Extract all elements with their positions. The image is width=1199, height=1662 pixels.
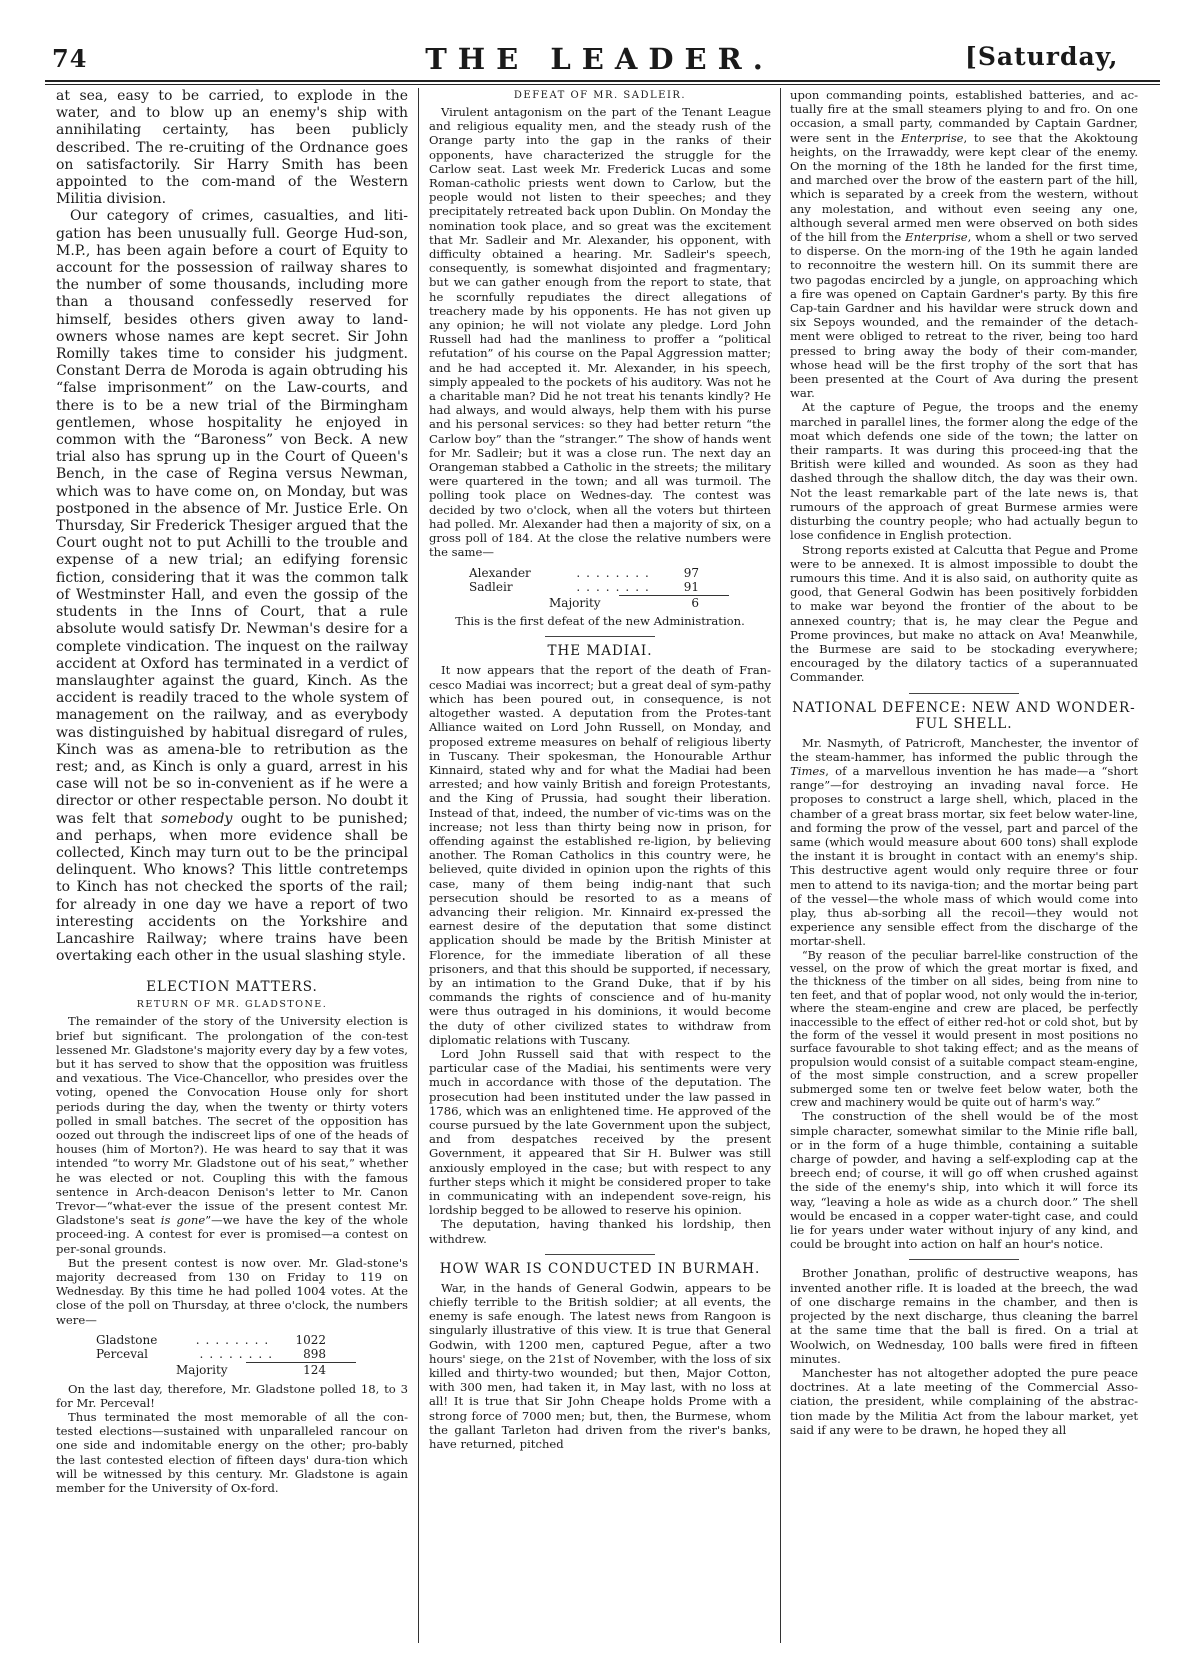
section-separator bbox=[909, 693, 1019, 694]
paragraph: Brother Jonathan, prolific of destructive weapons, has invented another rifle. It is loaded at the breech, the wad of one discharge remains in the chamber, and then is projected by the next discharge, thus cleaning the barrel at the same time that the ball is fired. On a trial at Woolwich, on Wednesday, 100 balls were fired in fifteen minutes. bbox=[790, 1266, 1138, 1366]
section-heading-madiai: THE MADIAI. bbox=[547, 643, 653, 660]
paragraph: Strong reports existed at Calcutta that Pegue and Prome were to be annexed. It is almost impossible to doubt the rumours this time. And it is also said, on authority quite as good, that General Godwin has been positively forbidden to make war beyond the frontier of the about to be annexed country; that is, he may clear the Pegue and Prome provinces, but make no attack on Ava! Meanwhile, the Burmese are said to be stockading everywhere; encouraged by the dilatory tactics of a superannuated Commander. bbox=[790, 542, 1138, 685]
paragraph: On the last day, therefore, Mr. Gladstone polled 18, to 3 for Mr. Perceval! bbox=[56, 1381, 408, 1410]
paragraph: Manchester has not altogether adopted the pure peace doctrines. At a late meeting of the Commercial Asso-ciation, the president, while complaining of the abstrac-tion made by the Militia Act from the labour market, yet said if any were to be drawn, he hoped they all bbox=[790, 1365, 1138, 1437]
carlow-poll-table bbox=[469, 566, 771, 611]
quoted-passage: “By reason of the peculiar barrel-like construction of the vessel, on the prow of which the great mortar is fixed, and the thickness of the timber on all sides, being from nine to ten feet, and that of poplar wood, not only would the in-terior, where the steam-engine and crew are placed, be perfectly inaccessible to the effect of either red-hot or cold shot, but by the form of the vessel it would present in most positions no surface favourable to shot taking effect; and as the means of propulsion would consist of a suitable compact steam-engine, of the most simple construction, and a screw propeller submerged some ten or twelve feet below water, both the crew and machinery would be quite out of harm's way.” bbox=[790, 948, 1138, 1110]
paragraph: Our category of crimes, casualties, and liti-gation has been unusually full. George Hud-son, M.P., has been again before a court of Equity to account for the possession of railway shares to the number of some thousands, including more than a thousand confessedly reserved for himself, besides others given away to land-owners whose names are kept secret. Sir John Romilly takes time to consider his judgment. Constant Derra de Moroda is again obtruding his “false imprisonment” on the Law-courts, and there is to be a new trial of the Birmingham gentlemen, whose hospitality he enjoyed in common with the “Baroness” von Beck. A new trial also has sprung up in the Court of Queen's Bench, in the case of Regina versus Newman, which was to have come on, on Monday, but was postponed in the absence of Mr. Justice Erle. On Thursday, Sir Frederick Thesiger argued that the Court ought not to put Achilli to the trouble and expense of a new trial; an edifying forensic fiction, considering that it was the common talk of Westminster Hall, and even the gossip of the students in the Inns of Court, that a rule absolute would satisfy Dr. Newman's desire for a complete vindication. The inquest on the railway accident at Oxford has terminated in a verdict of manslaughter against the guard, Kinch. As the accident is readily traced to the whole system of management on the railway, and as everybody was distinguished by habitual disregard of rules, Kinch was as amena-ble to retribution as the rest; and, as Kinch is only a guard, arrest in his case will not be so in-convenient as if he were a director or other respectable person. No doubt it was felt that somebody ought to be punished; and perhaps, when more evidence shall be collected, Kinch may turn out to be the principal delinquent. Who knows? This little contretemps to Kinch has not checked the sports of the rail; for already in one day we have a report of two interesting accidents on the Yorkshire and Lancashire Railway; where trains have been overtaking each other in the usual slashing style. bbox=[56, 208, 409, 965]
column-3 bbox=[790, 88, 1138, 1437]
paragraph: This is the first defeat of the new Administration. bbox=[455, 614, 745, 629]
section-separator bbox=[545, 636, 655, 637]
page-number: 74 bbox=[52, 44, 88, 73]
poll-row: Sadleir ........ 91 bbox=[469, 580, 699, 595]
section-separator bbox=[909, 1259, 1019, 1260]
paragraph: Lord John Russell said that with respect to the particular case of the Madiai, his sentiments were very much in accordance with those of the deputation. The prosecution had been instituted under the law passed in 1786, which was an enlightened time. He approved of the course pursued by the late Government upon the subject, and from despatches received by the present Government, it appeared that Sir H. Bulwer was still anxiously employed in the case; but with respect to any further steps which it might be considered proper to take in communicating with an independent sove-reign, his lordship begged to be allowed to reserve his opinion. bbox=[429, 1046, 771, 1218]
shell-article bbox=[790, 736, 1138, 1252]
section-heading-burmah: HOW WAR IS CONDUCTED IN BURMAH. bbox=[439, 1260, 761, 1277]
paragraph: at sea, easy to be carried, to explode in the water, and to blow up an enemy's ship with annihilating certainty, has been publicly described. The re-cruiting of the Ordnance goes on satisfactorily. Sir Harry Smith has been appointed to the com-mand of the Western Militia division. bbox=[56, 88, 408, 208]
header-rule-thin bbox=[45, 84, 1160, 85]
burmah-article-continued bbox=[790, 88, 1138, 685]
election-article bbox=[56, 1014, 408, 1495]
paragraph: Thus terminated the most memorable of all the con-tested elections—sustained with unparalleled rancour on one side and indomitable energy on the other; pro-bably the last contested election of fifteen days' dura-tion which will be witnessed by this century. Mr. Gladstone is again member for the University of Ox-ford. bbox=[56, 1410, 408, 1496]
paragraph: At the capture of Pegue, the troops and the enemy marched in parallel lines, the former along the edge of the moat which defends one side of the town; the latter on their ramparts. It was during this proceed-ing that the British were killed and wounded. As soon as they had dashed through the shallow ditch, the day was their own. Not the least remarkable part of the late news is, that rumours of the approach of great Burmese armies were disturbing the country people; who had actually begun to lose confidence in English protection. bbox=[790, 400, 1138, 543]
paragraph: The deputation, having thanked his lordship, then withdrew. bbox=[429, 1217, 771, 1246]
section-separator bbox=[545, 1254, 655, 1255]
section-heading-election: ELECTION MATTERS. bbox=[146, 979, 318, 996]
masthead-title: THE LEADER. bbox=[425, 42, 774, 76]
paragraph: It now appears that the report of the death of Fran-cesco Madiai was incorrect; but a great deal of sym-pathy which has been poured out, in consequence, is not altogether wasted. A deputation from the Protes-tant Alliance waited on Lord John Russell, on Monday, and proposed extreme measures on behalf of religious liberty in Tuscany. Their spokesman, the Honourable Arthur Kinnaird, stated why and for what the Madiai had been arrested; and how vainly British and foreign Protestants, and the King of Prussia, had sought their liberation. Instead of that, indeed, the number of vic-tims was on the increase; not less than thirty being now in prison, for offending against the established re-ligion, by believing another. The Roman Catholics in this country were, he believed, quite divided in opinion upon the rights of this case, many of them being indig-nant that such persecution should be resorted to as a means of advancing their religion. Mr. Kinnaird ex-pressed the earnest desire of the deputation that some distinct application should be made by the British Minister at Florence, for the immediate liberation of all these prisoners, and that this should be supported, if necessary, by an intimation to the Grand Duke, that if by his commands the rights of conscience and of hu-manity were thus outraged in his dominions, it would become the duty of other civilized states to withdraw from diplomatic relations with Tuscany. bbox=[429, 663, 771, 1047]
paragraph: But the present contest is now over. Mr. Glad-stone's majority decreased from 130 on Friday to 119 on Wednesday. By this time he had polled 1004 votes. At the close of the poll on Thursday, at three o'clock, the numbers were— bbox=[56, 1255, 408, 1327]
poll-row: Gladstone ........ 1022 bbox=[96, 1332, 327, 1347]
burmah-article bbox=[429, 1281, 771, 1451]
column-2 bbox=[429, 88, 771, 1451]
madiai-article bbox=[429, 663, 771, 1245]
section-heading-sadleir: DEFEAT OF MR. SADLEIR. bbox=[513, 90, 687, 101]
poll-majority-row: Majority 6 bbox=[549, 595, 699, 610]
paragraph: The construction of the shell would be of the most simple character, somewhat similar to the Minie rifle ball, or in the form of a huge thimble, containing a suitable charge of powder, and having a self-exploding cap at the breech end; of course, it will go off when crushed against the side of the enemy's ship, into which it will force its way, “leaving a hole as wide as a church door.” The shell would be encased in a copper water-tight case, and could lie for years under water without injury of any kind, and could be brought into action on half an hour's notice. bbox=[790, 1109, 1138, 1252]
paragraph: War, in the hands of General Godwin, appears to be chiefly terrible to the British soldier; at all events, the enemy is safe enough. The latest news from Rangoon is singularly illustrative of this view. It is true that General Godwin, with 1200 men, captured Pegue, after a two hours' siege, on the 21st of November, with the loss of six killed and thirty-two wounded; but then, Major Cotton, with 300 men, had taken it, in May last, with no loss at all! It is true that Sir John Cheape holds Prome with a strong force of 7000 men; but, then, the Burmese, whom the gallant Tarleton had driven from the river's banks, have returned, pitched bbox=[429, 1280, 771, 1452]
paragraph: upon commanding points, established batteries, and ac-tually fire at the small steamers plying to and fro. On one occasion, a small party, commanded by Captain Gardner, were sent in the Enterprise, to see that the Akoktoung heights, on the Irrawaddy, were kept clear of the enemy. On the morning of the 18th he landed for the first time, and marched over the brow of the eastern part of the hill, which is separated by a creek from the western, without any molestation, and without even seeing any one, although several armed men were observed on both sides of the hill from the Enterprise, whom a shell or two served to disperse. On the morn-ing of the 19th he again landed to reconnoitre the western hill. On its summit there are two pagodas encircled by a jungle, on approaching which a fire was opened on Captain Gardner's party. By this fire Cap-tain Gardner and his havildar were struck down and six Sepoys wounded, and the remainder of the detach-ment were obliged to retreat to the river, being too hard pressed to bring away the body of their com-mander, whose head will be the first trophy of the sort that has been presented at the Court of Ava during the present war. bbox=[790, 88, 1139, 401]
poll-row: Alexander ........ 97 bbox=[469, 565, 699, 580]
paragraph: Virulent antagonism on the part of the Tenant League and religious equality men, and the steady rush of the Orange party into the gap in the ranks of their opponents, have characterized the struggle for the Carlow seat. Last week Mr. Frederick Lucas and some Roman-catholic priests went down to Carlow, but the people would not listen to their speeches; and they precipitately retreated back upon Dublin. On Monday the nomination took place, and so great was the excitement that Mr. Sadleir and Mr. Alexander, his opponent, with difficulty obtained a hearing. Mr. Sadleir's speech, consequently, is somewhat disjointed and fragmentary; but we can gather enough from the report to state, that he scornfully repudiates the direct allegations of treachery made by his opponents. He has not given up any opinion; he will not violate any pledge. Lord John Russell had had the manliness to proffer a “political refutation” of his course on the Papal Aggression matter; and he had accepted it. Mr. Alexander, in his speech, simply appealed to the pockets of his auditory. Was not he a charitable man? Did he not treat his tenants kindly? He had always, and would always, help them with his purse and his personal services: so they had better return “the Carlow boy” than the “stranger.” The show of hands went for Mr. Sadleir; but it was a close run. The next day an Orangeman stabbed a Catholic in the streets; the military were quartered in the town; and all was turmoil. The polling took place on Wednes-day. The contest was decided by two o'clock, when all the voters but thirteen had polled. Mr. Alexander had then a majority of six, on a gross poll of 184. At the close the relative numbers were the same— bbox=[429, 105, 771, 560]
rifle-article bbox=[790, 1266, 1138, 1436]
paragraph: The remainder of the story of the University election is brief but significant. The prolongation of the con-test lessened Mr. Gladstone's majority every day by a few votes, but it has served to show that the opposition was fruitless and vexatious. The Vice-Chancellor, who presides over the voting, opened the Convocation House only for short periods during the day, when the twenty or thirty voters polled in small batches. The secret of the opposition has oozed out through the indiscreet lips of one of the heads of houses (him of Morton?). He was heard to say that it was intended “to worry Mr. Gladstone out of his seat,” whether he was elected or not. Coupling this with the famous sentence in Arch-deacon Denison's letter to Mr. Canon Trevor—“what-ever the issue of the present contest Mr. Gladstone's seat is gone”—we have the key of the whole proceed-ing. A contest for ever is promised—a contest on per-sonal grounds. bbox=[56, 1014, 408, 1256]
column-1 bbox=[56, 88, 408, 1495]
poll-row: Perceval ........ 898 bbox=[96, 1347, 326, 1362]
gladstone-poll-table bbox=[96, 1333, 408, 1378]
section-subheading-gladstone: RETURN OF MR. GLADSTONE. bbox=[136, 999, 328, 1011]
news-summary-section bbox=[56, 88, 408, 965]
paragraph: Mr. Nasmyth, of Patricroft, Manchester, the inventor of the steam-hammer, has informed the public through the Times, of a marvellous invention he has made—a “short range”—for destroying an invading naval force. He proposes to construct a large shell, which, placed in the chamber of a great brass mortar, six feet below water-line, and forming the prow of the vessel, part and parcel of the same (which would measure about 600 tons) shall explode the instant it is brought in contact with an enemy's ship. This destructive agent would only require three or four men to attend to its naviga-tion; and the mortar being part of the vessel—the whole mass of which would come into play, thus ab-sorbing all the recoil—they would not experience any sensible effect from the discharge of the mortar-shell. bbox=[790, 735, 1138, 949]
sadleir-article bbox=[429, 105, 771, 628]
header-day: [Saturday, bbox=[965, 42, 1119, 71]
column-divider-1 bbox=[418, 88, 419, 1643]
section-heading-national-defence: NATIONAL DEFENCE: NEW AND WONDER-FUL SHELL. bbox=[792, 699, 1136, 732]
column-divider-2 bbox=[780, 88, 781, 1643]
header-rule-thick bbox=[45, 80, 1160, 82]
poll-majority-row: Majority 124 bbox=[176, 1363, 326, 1378]
